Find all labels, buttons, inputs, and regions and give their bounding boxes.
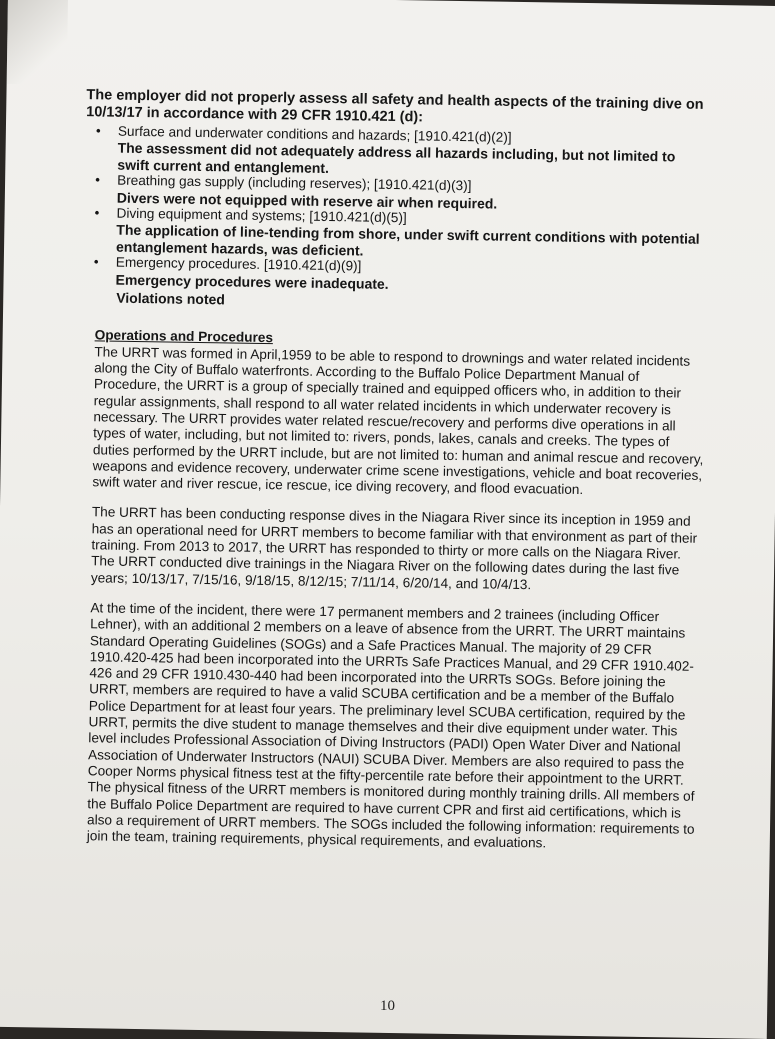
paragraph: The URRT has been conducting response dives in the Niagara River since its inception in 1959 and has an operational need for URRT members to become familiar with that environment as part of their training. From 2013 to 2017, the URRT has responded to thirty or more calls on the Niagara River. The URRT conducted dive trainings in the Niagara River on the following dates during the last five years; 10/13/17, 7/15/16, 9/18/15, 8/12/15; 7/11/14, 6/20/14, and 10/4/13. [90,504,698,592]
aspect-finding: Emergency procedures were inadequate. [115,271,389,292]
page-content [74,87,711,868]
aspect-item: Diving equipment and systems; [1910.421(d)(5)] [116,205,407,226]
aspect-finding: The assessment did not adequately address all hazards including, but not limited to swift current and entanglement. [117,139,676,176]
intro-statement: The employer did not properly assess all safety and health aspects of the training dive on 10/13/17 in accordance with 29 CFR 1910.421 (d): [86,87,704,126]
section-heading: Operations and Procedures [94,327,274,346]
aspect-finding: Divers were not equipped with reserve air when required. [116,189,498,212]
aspect-item: Breathing gas supply (including reserves); [1910.421(d)(3)] [117,172,472,194]
paragraph: At the time of the incident, there were 17 permanent members and 2 trainees (including Officer Lehner), with an additional 2 members on a leave of absence from the URRT. The URRT maintains Standard Operating Guidelines (SOGs) and a Safe Practices Manual. The majority of 29 CFR 1910.420-425 had been incorporated into the URRTs Safe Practices Manual, and 29 CFR 1910.402-426 and 29 CFR 1910.430-440 had been incorporated into the URRTs SOGs. Before joining the URRT, members are required to have a valid SCUBA certification and be a member of the Buffalo Police Department for at least four years. The preliminary level SCUBA certification, required by the URRT, permits the dive student to manage themselves and their dive equipment under water. This level includes Professional Association of Diving Instructors (PADI) Open Water Diver and National Association of Underwater Instructors (NAUI) SCUBA Diver. Members are also required to pass the Cooper Norms physical fitness test at the fifty-percentile rate before their appointment to the URRT. The physical fitness of the URRT members is monitored during monthly training drills. All members of the Buffalo Police Department are required to have current CPR and first aid certifications, which is also a requirement of URRT members. The SOGs included the following information: requirements to join the team, training requirements, physical requirements, and evaluations. [86,600,695,851]
bullet-icon: • [93,254,99,270]
paragraph: The URRT was formed in April,1959 to be able to respond to drownings and water related incidents along the City of Buffalo waterfronts. According to the Buffalo Police Department Manual of Procedure, the URRT is a group of specially trained and equipped officers who, in addition to their regular assignments, shall respond to all water related incidents in which underwater recovery is necessary. The URRT provides water related rescue/recovery and performs dive operations in all types of water, including, but not limited to: rivers, ponds, lakes, canals and creeks. The types of duties performed by the URRT include, but are not limited to: human and animal rescue and recovery, weapons and evidence recovery, underwater crime scene investigations, vehicle and boat recoveries, swift water and river rescue, ice rescue, ice diving recovery, and flood evacuation. [92,344,704,498]
bullet-icon: • [95,123,101,139]
page-corner-shadow [7,0,68,85]
aspects-list [83,123,711,297]
aspect-finding: The application of line-tending from shore, under swift current conditions with potential entanglement hazards, was deficient. [115,222,700,259]
bullet-icon: • [94,205,100,221]
aspect-item: Surface and underwater conditions and hazards; [1910.421(d)(2)] [117,123,512,145]
page-number: 10 [380,998,395,1014]
aspect-item: Emergency procedures. [1910.421(d)(9)] [115,255,362,274]
bullet-icon: • [95,172,101,188]
violations-note: Violations noted [116,289,226,308]
